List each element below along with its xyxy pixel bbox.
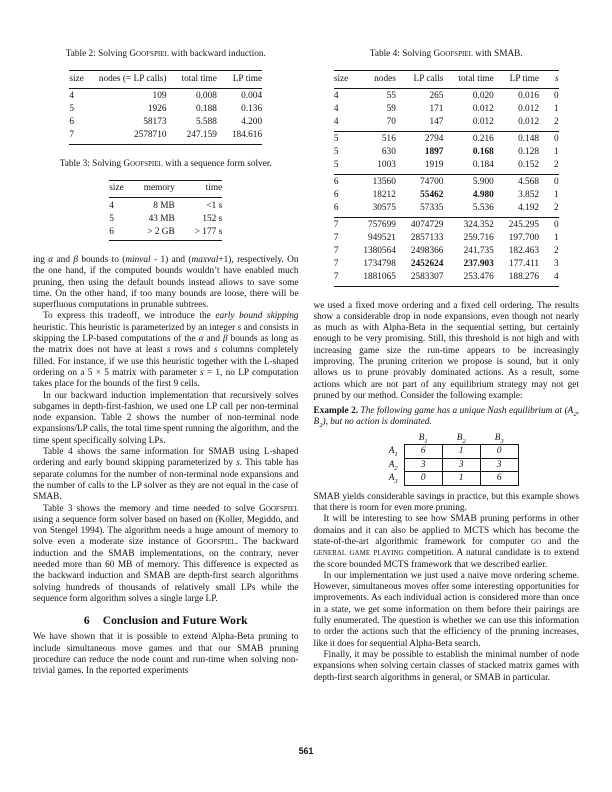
table-row: 4 8 MB <1 s: [109, 200, 223, 211]
paragraph-table4-info: Table 4 shows the same information for SMAB using L-shaped ordering and early bound skipping parameterized by s. This table has separate columns for the number of non-terminal node expansions and the number of calls to the LP solver as they are not equal in the case of SMAB.: [33, 447, 299, 503]
table-row: 5 630 1897 0.168 0.128 1: [333, 147, 559, 157]
section-number: 6: [83, 614, 90, 628]
right-column: [314, 49, 580, 684]
game-matrix: $B_1$ $B_2$ $B_3$ $A_1$ 6 1 0 $A_2$ 3 3 3 $A_3$ 0 1 6: [314, 432, 580, 486]
left-column: [33, 49, 299, 684]
table-row: 7 949521 2857133 259.716 197.700 1: [333, 233, 559, 243]
paragraph-backward-induction-impl: In our backward induction implementation that recursively solves subgames in depth-first-fashion, we used one LP call per non-terminal node expansion. Table 2 shows the number of non-terminal node expansions/LP calls, the total time spent running the algorithm, and the time spent specifically solving LPs.: [33, 390, 299, 446]
table2-backward-induction: size nodes (= LP calls) total time LP time 4 109 0.008 0.004 5 1926 0.188 0.136 6 58173 5.588 4.200 7 2578710 247.159 184.616: [33, 70, 299, 145]
example-2: Example 2. The following game has a unique Nash equilibrium at ($A_2$, $B_2$), but no action is dominated.: [313, 406, 579, 430]
table4-caption: Table 4: Solving Goofspiel with SMAB.: [369, 49, 523, 59]
table-row: 5 516 2794 0.216 0.148 0: [333, 134, 559, 144]
table-row: 4 109 0.008 0.004: [69, 91, 263, 101]
table-row: 7 1734798 2452624 237.903 177.411 3: [333, 259, 559, 269]
paragraph-mcts-future: It will be interesting to see how SMAB pruning performs in other domains and it can also be applied to MCTS which has become the state-of-the-art algorithmic framework for computer go and the general game playing competition. A natural candidate is to extend the score bounded MCTS framework that we described earlier.: [313, 514, 580, 570]
paragraph-bounds-continuation: ing α and β bounds to (minval - 1) and (maxval+1), respectively. On the one hand, if the computed bounds wouldn’t have enabled much pruning, then using the default bounds instead allows to save some time. On the other hand, if too many bounds are loose, there will be superfluous computations in prunable subtrees.: [33, 255, 299, 311]
table-row: 6 58173 5.588 4.200: [69, 117, 263, 127]
table-row: 5 43 MB 152 s: [109, 213, 223, 224]
table-row: 7 1380564 2498366 241.735 182.463 2: [333, 246, 559, 256]
table-row: 4 55 265 0.020 0.016 0: [333, 91, 559, 101]
table4-smab: size nodes LP calls total time LP time s 4 55 265 0.020 0.016 0 4 59 171 0.012 0.012 1 4 70 147 0.012 0.012 2 5 516 2794 0.216 0.148 0 5 630 1897 0.168 0.128 1 5 1003 1919 0.184 0.152 2 6 13560 74700 5.900 4.568 0 6 18212 55462 4.980 3.852 1 6 30575 57335 5.536 4.192 2 7 757699 4074729 324.352 245.295 0 7 949521 2857133 259.716 197.700 1 7 1380564 2498366 241.735 182.463 2 7 1734798 2452624 237.903 177.411 3 7 1881065 2583307 253.476 188.276 4: [314, 70, 580, 287]
table-row: 5 1926 0.188 0.136: [69, 104, 263, 114]
table-row: 6 13560 74700 5.900 4.568 0: [333, 177, 559, 187]
table-row: 6 18212 55462 4.980 3.852 1: [333, 190, 559, 200]
paragraph-smab-savings: SMAB yields considerable savings in practice, but this example shows that there is room for even more pruning.: [313, 491, 579, 514]
table3-caption: Table 3: Solving Goofspiel with a sequence form solver.: [59, 158, 272, 169]
table-row: 5 1003 1919 0.184 0.152 2: [333, 160, 559, 170]
paragraph-conclusion-intro: We have shown that it is possible to extend Alpha-Beta pruning to include simultaneous move games and that our SMAB pruning procedure can reduce the node count and run-time when solving non-trivial games. In the reported experiments: [33, 632, 299, 677]
table-row: 7 757699 4074729 324.352 245.295 0: [333, 220, 559, 230]
section-heading-conclusion: [33, 614, 299, 627]
table-row: 4 70 147 0.012 0.012 2: [333, 117, 559, 127]
paragraph-table3-memory: Table 3 shows the memory and time needed to solve Goofspiel using a sequence form solver based on based on (Koller, Megiddo, and von Stengel 1994). The algorithm needs a huge amount of memory to solve even a moderate size instance of Goofspiel. The backward induction and the SMAB implementations, on the contrary, never needed more than 60 MB of memory. This difference is expected as the backward induction and SMAB are depth-first search algorithms solving hundreds of thousands of relatively small LPs while the sequence form algorithm solves a single large LP.: [33, 503, 299, 604]
table-row: 6 > 2 GB > 177 s: [109, 226, 223, 237]
paragraph-results-discussion: we used a fixed move ordering and a fixed cell ordering. The results show a considerable drop in node expansions, even though not nearly as much as with Alpha-Beta in the sequential setting, but certainly enough to be very promising. Still, this threshold is not high and with increasing game size the run-time appears to be increasingly improving. The pruning criterion we propose is sound, but it only allows us to prune provably dominated actions. As a result, some actions which are not part of any equilibrium strategy may not get pruned by our method. Consider the following example:: [313, 300, 579, 401]
table-row: 7 1881065 2583307 253.476 188.276 4: [333, 272, 559, 282]
table3-sequence-form-solver: size memory time 4 8 MB <1 s 5 43 MB 152 s 6 > 2 GB > 177 s: [33, 180, 299, 242]
table-row: 6 30575 57335 5.536 4.192 2: [333, 203, 559, 213]
table-row: 4 59 171 0.012 0.012 1: [333, 104, 559, 114]
page-number: 561: [298, 746, 314, 756]
section-title: Conclusion and Future Work: [102, 614, 248, 628]
table2-caption: Table 2: Solving Goofspiel with backward induction.: [65, 49, 266, 59]
paragraph-minimal-expansions: Finally, it may be possible to establish the minimal number of node expansions when solving certain classes of stacked matrix games with depth-first search algorithms in general, or SMAB in particular.: [313, 649, 579, 683]
paragraph-move-ordering: In our implementation we just used a naive move ordering scheme. However, simultaneous moves offer some interesting opportunities for improvements. As each individual action is considered more than once in a state, we get some information on them before their pairings are fully enumerated. The question is whether we can use this information to order the actions such that the efficiency of the pruning increases, like it does for sequential Alpha-Beta search.: [313, 570, 579, 649]
paragraph-early-bound-skipping: To express this tradeoff, we introduce the early bound skipping heuristic. This heuristic is parameterized by an integer s and consists in skipping the LP-based computations of the α and β bounds as long as the matrix does not have at least s rows and s columns completely filled. For instance, if we use this heuristic together with the L-shaped ordering on a 5 × 5 matrix with parameter s = 1, no LP computation takes place for the bounds of the first 9 cells.: [33, 311, 299, 390]
table-row: 7 2578710 247.159 184.616: [69, 130, 263, 140]
